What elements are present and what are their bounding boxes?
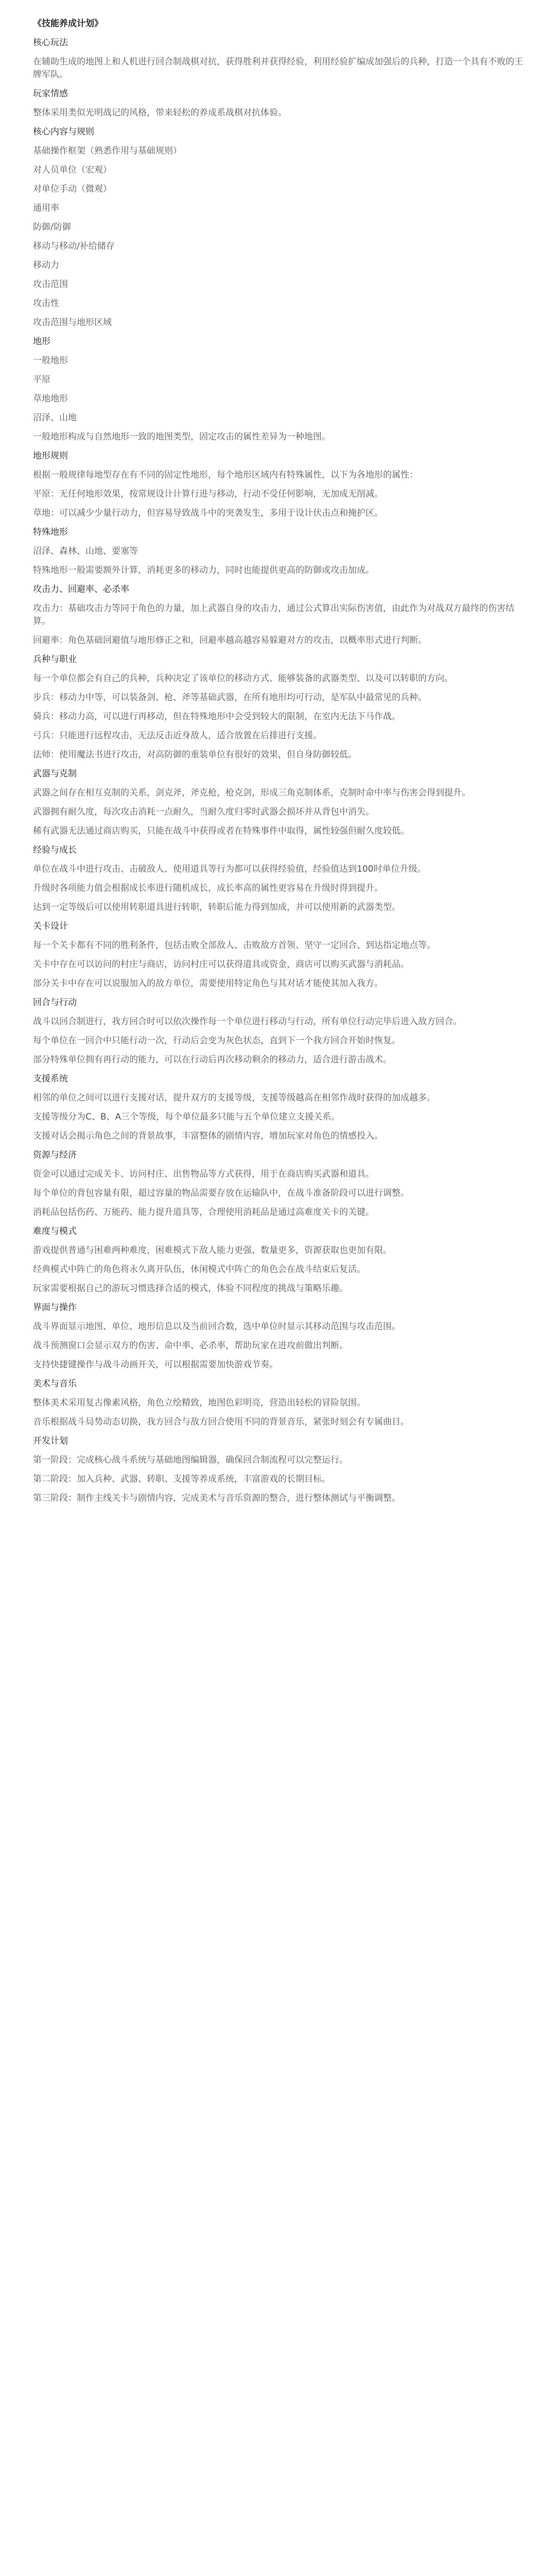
- paragraph: 升级时各项能力值会根据成长率进行随机成长，成长率高的属性更容易在升级时得到提升。: [33, 883, 383, 893]
- paragraph: 骑兵：移动力高，可以进行再移动，但在特殊地形中会受到较大的限制，在室内无法下马作战。: [33, 711, 401, 722]
- paragraph: 每个单位的背包容量有限，超过容量的物品需要存放在运输队中，在战斗准备阶段可以进行调整。: [33, 1188, 409, 1198]
- paragraph: 武器拥有耐久度，每次攻击消耗一点耐久，当耐久度归零时武器会损坏并从背包中消失。: [33, 807, 374, 817]
- paragraph: 攻击力：基础攻击力等同于角色的力量，加上武器自身的攻击力，通过公式算出实际伤害值，由此作为对战双方最终的伤害结算。: [33, 603, 514, 626]
- paragraph: 整体采用类似光明战记的风格，带来轻松的养成系战棋对抗体验。: [33, 108, 287, 118]
- section-heading: 开发计划: [33, 1436, 68, 1446]
- paragraph: 稀有武器无法通过商店购买，只能在战斗中获得或者在特殊事件中取得，属性较强但耐久度较低。: [33, 826, 409, 836]
- paragraph: 支援对话会揭示角色之间的背景故事，丰富整体的剧情内容，增加玩家对角色的情感投入。: [33, 1131, 383, 1141]
- paragraph: 相邻的单位之间可以进行支援对话，提升双方的支援等级，支援等级越高在相邻作战时获得的加成越多。: [33, 1093, 436, 1103]
- paragraph: 部分关卡中存在可以说服加入的敌方单位，需要使用特定角色与其对话才能使其加入我方。: [33, 978, 383, 989]
- paragraph: 沼泽、森林、山地、要塞等: [33, 546, 138, 556]
- paragraph: 整体美术采用复古像素风格，角色立绘精致，地图色彩明亮，营造出轻松的冒险氛围。: [33, 1398, 366, 1408]
- paragraph: 达到一定等级后可以使用转职道具进行转职，转职后能力得到加成，并可以使用新的武器类型。: [33, 902, 401, 912]
- paragraph: 战斗预测窗口会显示双方的伤害、命中率、必杀率，帮助玩家在进攻前做出判断。: [33, 1341, 348, 1351]
- paragraph: 平原：无任何地形效果，按常规设计计算行进与移动，行动不受任何影响，无加成无削减。: [33, 489, 383, 499]
- paragraph: 部分特殊单位拥有再行动的能力，可以在行动后再次移动剩余的移动力，适合进行游击战术。: [33, 1055, 392, 1065]
- paragraph: 第三阶段：制作主线关卡与剧情内容，完成美术与音乐资源的整合，进行整体测试与平衡调整。: [33, 1493, 401, 1503]
- section-heading: 武器与克制: [33, 769, 77, 779]
- paragraph: 游戏提供普通与困难两种难度，困难模式下敌人能力更强、数量更多，资源获取也更加有限。: [33, 1245, 392, 1256]
- section-heading: 界面与操作: [33, 1302, 77, 1313]
- section-heading: 难度与模式: [33, 1226, 77, 1236]
- paragraph: 每一个关卡都有不同的胜利条件，包括击败全部敌人、击败敌方首领、坚守一定回合、到达指定地点等。: [33, 940, 436, 951]
- paragraph: 对单位手动（微观）: [33, 184, 112, 194]
- paragraph: 步兵：移动力中等，可以装备剑、枪、斧等基础武器，在所有地形均可行动，是军队中最常见的兵种。: [33, 692, 427, 703]
- paragraph: 移动力: [33, 260, 59, 270]
- paragraph: 通用率: [33, 203, 59, 213]
- section-heading: 攻击力、回避率、必杀率: [33, 584, 129, 595]
- section-heading: 地形: [33, 336, 50, 347]
- paragraph: 攻击性: [33, 298, 59, 309]
- paragraph: 弓兵：只能进行远程攻击，无法反击近身敌人，适合放置在后排进行支援。: [33, 731, 322, 741]
- paragraph: 每个单位在一回合中只能行动一次，行动后会变为灰色状态，直到下一个我方回合开始时恢复。: [33, 1036, 401, 1046]
- document-body: [33, 37, 523, 1505]
- paragraph: 回避率：角色基础回避值与地形修正之和，回避率越高越容易躲避对方的攻击，以概率形式进行判断。: [33, 635, 427, 646]
- paragraph: 战斗以回合制进行，我方回合时可以依次操作每一个单位进行移动与行动，所有单位行动完毕后进入敌方回合。: [33, 1016, 462, 1027]
- paragraph: 玩家需要根据自己的游玩习惯选择合适的模式，体验不同程度的挑战与策略乐趣。: [33, 1283, 348, 1294]
- paragraph: 草地地形: [33, 394, 68, 404]
- paragraph: 特殊地形一般需要额外计算，消耗更多的移动力，同时也能提供更高的防御或攻击加成。: [33, 565, 374, 575]
- paragraph: 音乐根据战斗局势动态切换，我方回合与敌方回合使用不同的背景音乐，紧张时刻会有专属曲目。: [33, 1417, 409, 1427]
- paragraph: 攻击范围: [33, 279, 68, 290]
- section-heading: 核心内容与规则: [33, 127, 94, 137]
- paragraph: 第二阶段：加入兵种、武器、转职、支援等养成系统，丰富游戏的长期目标。: [33, 1474, 331, 1484]
- paragraph: 资金可以通过完成关卡、访问村庄、出售物品等方式获得，用于在商店购买武器和道具。: [33, 1169, 374, 1179]
- paragraph: 支持快捷键操作与战斗动画开关，可以根据需要加快游戏节奏。: [33, 1360, 278, 1370]
- paragraph: 经典模式中阵亡的角色将永久离开队伍，休闲模式中阵亡的角色会在战斗结束后复活。: [33, 1264, 366, 1275]
- paragraph: 每一个单位都会有自己的兵种，兵种决定了该单位的移动方式、能够装备的武器类型、以及可以转职的方向。: [33, 673, 453, 684]
- section-heading: 关卡设计: [33, 921, 68, 931]
- paragraph: 一般地形: [33, 355, 68, 366]
- section-heading: 回合与行动: [33, 997, 77, 1008]
- section-heading: 兵种与职业: [33, 654, 77, 665]
- paragraph: 武器之间存在相互克制的关系，剑克斧，斧克枪，枪克剑，形成三角克制体系，克制时命中率与伤害会得到提升。: [33, 788, 471, 798]
- paragraph: 对人员单位（宏观）: [33, 165, 112, 175]
- paragraph: 战斗界面显示地图、单位、地形信息以及当前回合数，选中单位时显示其移动范围与攻击范围。: [33, 1321, 401, 1332]
- paragraph: 根据一般规律每地型存在有不同的固定性地形，每个地形区域内有特殊属性，以下为各地形的属性：: [33, 470, 418, 480]
- paragraph: 草地：可以减少少量行动力，但容易导致战斗中的突袭发生，多用于设计伏击点和掩护区。: [33, 508, 383, 518]
- paragraph: 关卡中存在可以访问的村庄与商店，访问村庄可以获得道具或资金，商店可以购买武器与消耗品。: [33, 959, 409, 970]
- paragraph: 移动与移动/补给储存: [33, 241, 115, 251]
- paragraph: 沼泽、山地: [33, 413, 77, 423]
- paragraph: 单位在战斗中进行攻击、击破敌人、使用道具等行为都可以获得经验值，经验值达到100时单位升级。: [33, 864, 426, 874]
- section-heading: 支援系统: [33, 1074, 68, 1084]
- paragraph: 一般地形构成与自然地形一致的地图类型，固定攻击的属性差异为一种地图。: [33, 432, 331, 442]
- paragraph: 支援等级分为C、B、A三个等级，每个单位最多只能与五个单位建立支援关系。: [33, 1112, 340, 1122]
- document-title: 《技能养成计划》: [33, 19, 103, 29]
- paragraph: 防御/防御: [33, 222, 71, 232]
- section-heading: 资源与经济: [33, 1150, 77, 1160]
- paragraph: 攻击范围与地形区域: [33, 317, 112, 328]
- section-heading: 特殊地形: [33, 527, 68, 537]
- paragraph: 基础操作框架（熟悉作用与基础规则）: [33, 146, 182, 156]
- paragraph: 在辅助生成的地图上和人机进行回合制战棋对抗，获得胜利并获得经验，利用经验扩编成加强后的兵种，打造一个具有不败的王牌军队。: [33, 57, 523, 80]
- section-heading: 经验与成长: [33, 845, 77, 855]
- section-heading: 地形规则: [33, 451, 68, 461]
- section-heading: 核心玩法: [33, 38, 68, 48]
- paragraph: 消耗品包括伤药、万能药、能力提升道具等，合理使用消耗品是通过高难度关卡的关键。: [33, 1207, 374, 1217]
- paragraph: 第一阶段：完成核心战斗系统与基础地图编辑器，确保回合制流程可以完整运行。: [33, 1455, 348, 1465]
- section-heading: 美术与音乐: [33, 1379, 77, 1389]
- paragraph: 平原: [33, 375, 50, 385]
- paragraph: 法师：使用魔法书进行攻击，对高防御的重装单位有很好的效果，但自身防御较低。: [33, 750, 357, 760]
- section-heading: 玩家情感: [33, 89, 68, 99]
